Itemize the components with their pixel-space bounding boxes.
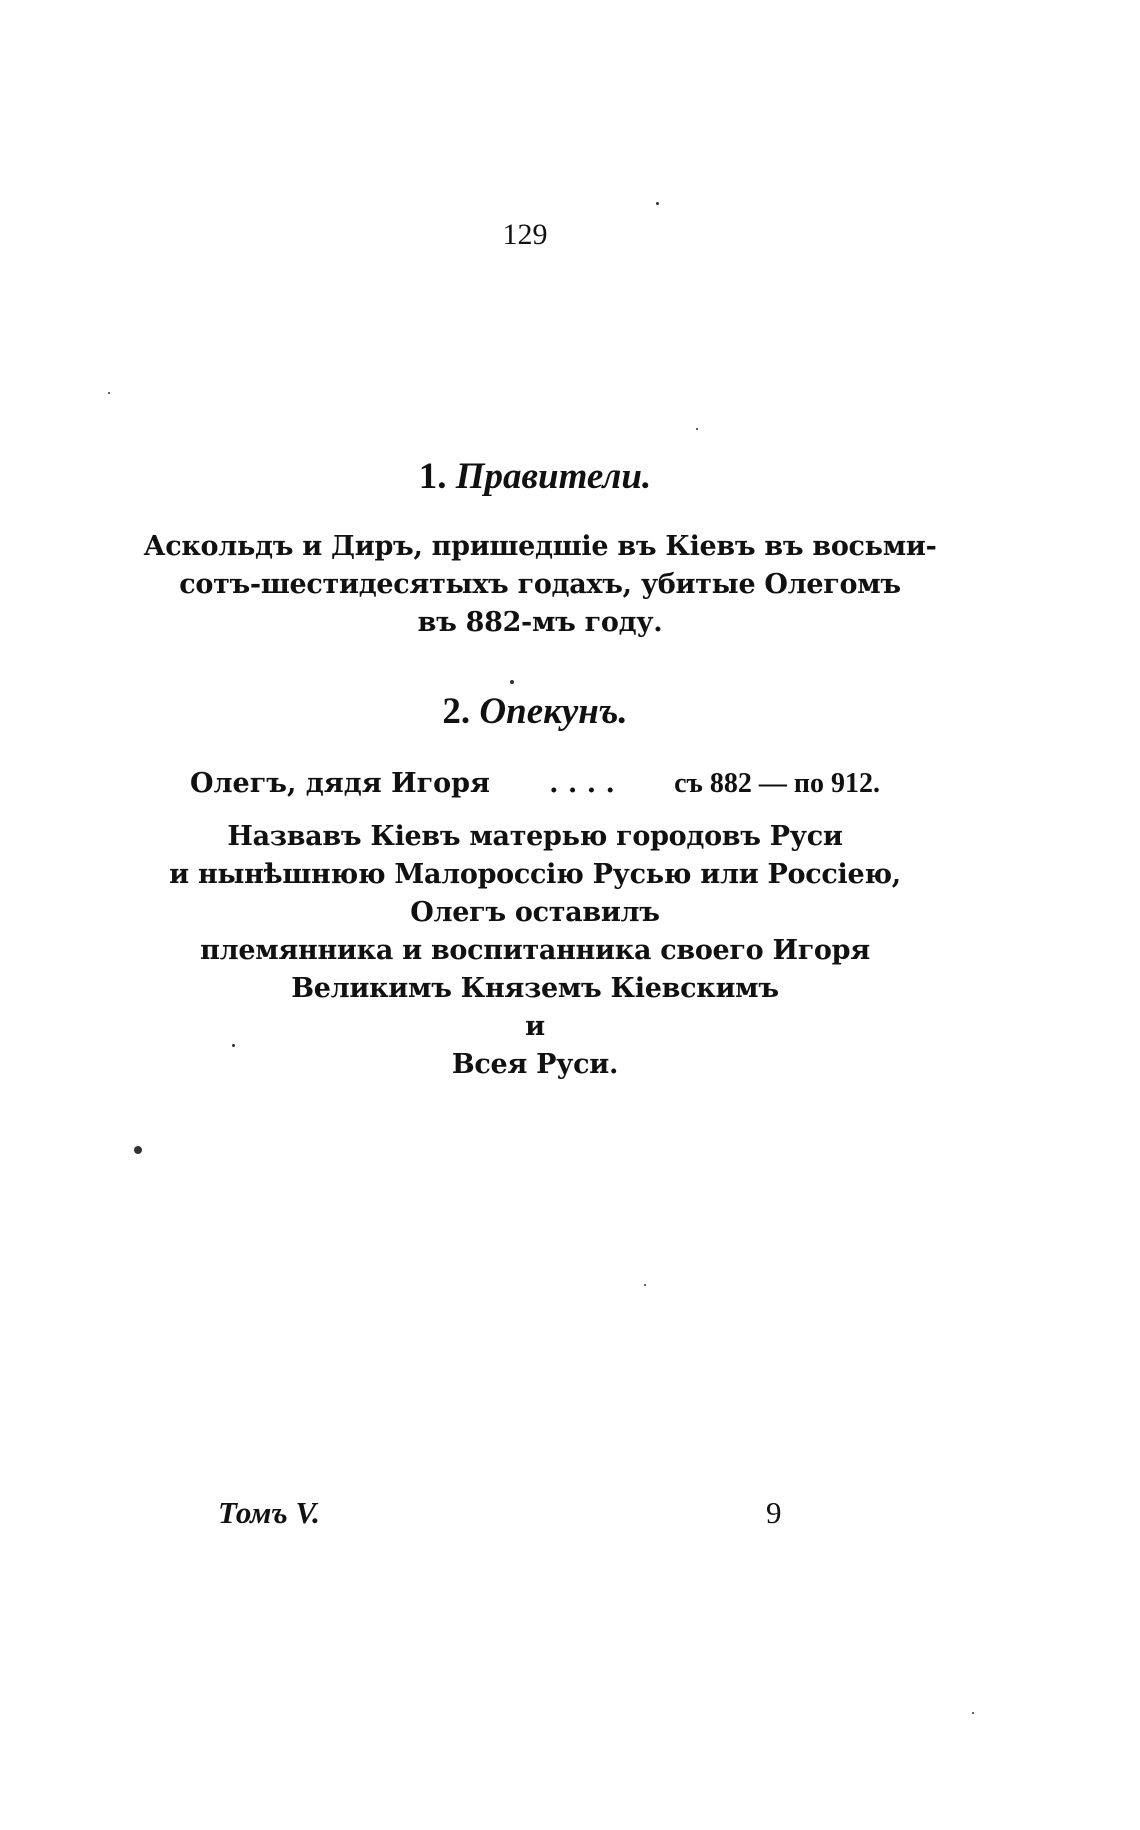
rulers-paragraph xyxy=(0,528,1080,642)
ruler-entry xyxy=(190,768,880,800)
text-line: Аскольдъ и Диръ, пришедшіе въ Кіевъ въ восьми- xyxy=(143,531,937,562)
dedication-paragraph xyxy=(0,818,1070,1084)
text-line: и xyxy=(525,1011,545,1042)
scan-speck xyxy=(972,1712,974,1714)
dot-leader: . . . . xyxy=(549,768,615,799)
text-line: Всея Руси. xyxy=(451,1049,619,1080)
section-title: Опекунъ. xyxy=(479,691,628,732)
scan-speck xyxy=(656,202,659,205)
scan-speck xyxy=(644,1284,646,1286)
scan-speck xyxy=(696,428,698,430)
text-line: Назвавъ Кіевъ матерью городовъ Руси xyxy=(227,821,843,852)
scan-speck xyxy=(108,392,110,394)
section-heading-rulers xyxy=(0,455,1070,498)
text-line: въ 882-мъ году. xyxy=(417,607,663,638)
text-line: племянника и воспитанника своего Игоря xyxy=(200,935,870,966)
volume-label: Томъ V. xyxy=(218,1495,320,1530)
ruler-name: Олегъ, дядя Игоря xyxy=(190,768,490,799)
signature-mark: 9 xyxy=(766,1495,782,1530)
page-number: 129 xyxy=(502,218,548,251)
reign-range: съ 882 — по 912. xyxy=(674,768,880,799)
text-line: Олегъ оставилъ xyxy=(410,897,660,928)
scan-speck xyxy=(134,1146,142,1154)
section-number: 2. xyxy=(442,691,471,732)
text-line: и нынѣшнюю Малороссію Русью или Россіею, xyxy=(169,859,901,890)
section-title: Правители. xyxy=(455,456,652,497)
text-line: Великимъ Княземъ Кіевскимъ xyxy=(291,973,779,1004)
section-heading-guardian xyxy=(0,690,1070,733)
text-line: сотъ-шестидесятыхъ годахъ, убитые Олегомъ xyxy=(179,569,901,600)
section-number: 1. xyxy=(418,456,447,497)
scan-speck xyxy=(510,680,514,684)
scan-speck xyxy=(232,1044,235,1047)
